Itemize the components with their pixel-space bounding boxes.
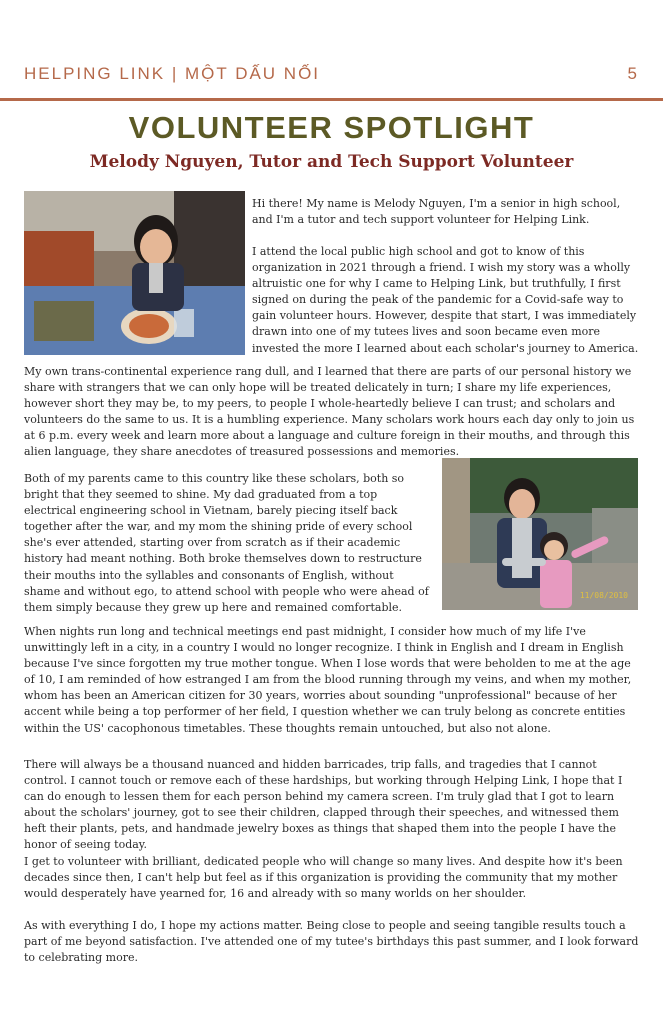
paragraph-8: As with everything I do, I hope my actions matter. Being close to people and seeing tangible results touch a part of me beyond satisfaction. I've attended one of my tutee's birthdays this past summer, and I look forward to celebrating more.: [24, 919, 639, 965]
article-subtitle: Melody Nguyen, Tutor and Tech Support Volunteer: [89, 152, 574, 172]
page-header: [24, 62, 639, 86]
article-title: VOLUNTEER SPOTLIGHT: [128, 110, 535, 145]
paragraph-3: My own trans-continental experience rang dull, and I learned that there are parts of our personal history we share with strangers that we can only hope will be treated delicately in turn; I share my life experiences, however short they may be, to my peers, to people I whole-heartedly believe I can trust; and scholars and volunteers do the same to us. It is a humbling experience. Many scholars work hours each day only to join us at 6 p.m. every week and learn more about a language and culture foreign in their mouths, and through this alien language, they share anecdotes of treasured possessions and memories.: [24, 365, 635, 459]
page-number: 5: [627, 64, 637, 83]
paragraph-5: When nights run long and technical meetings end past midnight, I consider how much of my life I've unwittingly left in a city, in a country I would no longer recognize. I think in English and I dream in English because I've since forgotten my true mother tongue. When I lose words that were beholden to me at the age of 10, I am reminded of how estranged I am from the blood running through my veins, and when my mother, whom has been an American citizen for 30 years, worries about sounding "unprofessional" because of her accent while being a top performer of her field, I question whether we can truly belong as concrete entities within the US' cacophonous timetables. These thoughts remain untouched, but also not alone.: [24, 625, 632, 735]
photo-date-stamp: 11/08/2010: [579, 591, 628, 600]
paragraph-4: Both of my parents came to this country like these scholars, both so bright that they seemed to shine. My dad graduated from a top electrical engineering school in Vietnam, barely piecing itself back together after the war, and my mom the shining pride of every school she's ever attended, starting over from scratch as if their academic history had meant nothing. Both broke themselves down to restructure their mouths into the syllables and consonants of English, without shame and without ego, to attend school with people who were ahead of them simply because they grew up here and remained comfortable.: [24, 472, 429, 614]
paragraph-2: I attend the local public high school and got to know of this organization in 2021 through a friend. I wish my story was a wholly altruistic one for why I came to Helping Link, but truthfully, I first signed on during the peak of the pandemic for a Covid-safe way to gain volunteer hours. However, despite that start, I was immediately drawn into one of my tutees lives and soon became even more invested the more I learned about each scholar's journey to America.: [252, 245, 639, 355]
paragraph-1: Hi there! My name is Melody Nguyen, I'm a senior in high school, and I'm a tutor and tech support volunteer for Helping Link.: [252, 197, 621, 227]
header-divider: [0, 98, 663, 101]
publication-title: HELPING LINK | MỘT DẤU NỐI: [24, 64, 321, 83]
paragraph-6: There will always be a thousand nuanced and hidden barricades, trip falls, and tragedies that I cannot control. I cannot touch or remove each of these hardships, but working through Helping Link, I hope that I can do enough to lessen them for each person behind my camera screen. I'm truly glad that I got to learn about the scholars' journey, got to see their children, clapped through their speeches, and witnessed them heft their plants, pets, and handmade jewelry boxes as things that shaped them into the people I have the honor of seeing today.: [24, 758, 623, 852]
photo-child-eating: [24, 191, 245, 355]
photo-mother-daughter: [442, 458, 638, 610]
paragraph-7: I get to volunteer with brilliant, dedicated people who will change so many lives. And despite how it's been decades since then, I can't help but feel as if this organization is providing the community that my mother would desperately have yearned for, 16 and already with so many worlds on her shoulder.: [24, 855, 623, 901]
